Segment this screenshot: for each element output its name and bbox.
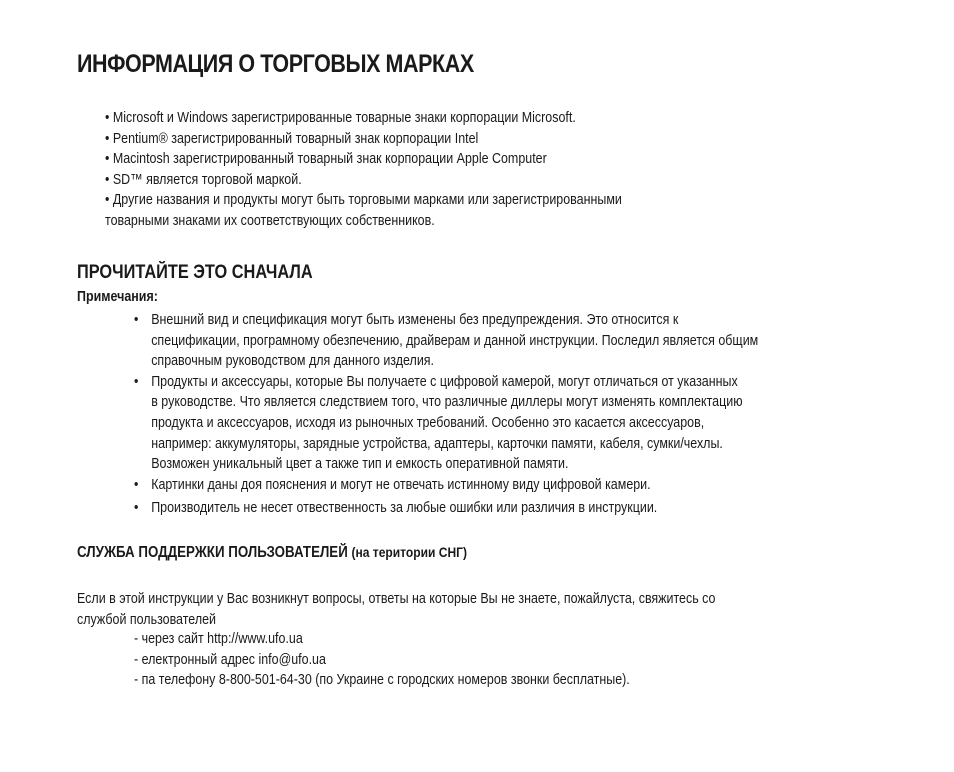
trademarks-title: ИНФОРМАЦИЯ О ТОРГОВЫХ МАРКАХ [77,50,474,78]
note-line: Продукты и аксессуары, которые Вы получаете с цифровой камерой, могут отличаться от указанных [151,373,738,390]
note-line: Возможен уникальный цвет а также тип и емкость оперативной памяти. [151,456,569,473]
bullet: • [134,312,139,328]
notes-list [134,310,758,519]
intro-line: Если в этой инструкции у Вас возникнут вопросы, ответы на которые Вы не знаете, пожайлуста, свяжитесь со [77,591,716,607]
note-line: в руководстве. Что является следствием того, что различные диллеры могут изменять комплектацию [151,394,743,411]
contact-phone: - па телефону 8-800-501-64-30 (по Украине с городских номеров звонки бесплатные). [134,672,630,688]
note-line: продукта и аксессуаров, исходя из рыночных требований. Особенно это касается аксессуаров, [151,414,705,431]
list-item: • Pentium® зарегистрированный товарный знак корпорации Intel [105,130,479,147]
bullet: • [134,500,139,517]
intro-line: службой пользователей [77,611,216,628]
note-item [134,498,758,519]
note-line: спецификации, програмному обезпечению, драйверам и данной инструкции. Последил является общим [151,332,759,349]
support-heading-text: СЛУЖБА ПОДДЕРЖКИ ПОЛЬЗОВАТЕЛЕЙ [77,544,348,561]
bullet: • [134,476,139,493]
note-line: Внешний вид и спецификация могут быть изменены без предупреждения. Это относится к [151,312,679,328]
trademarks-list [105,108,622,231]
note-line: например: аккумуляторы, зарядные устройства, адаптеры, карточки памяти, кабеля, сумки/чехлы. [151,435,723,452]
list-item: • Microsoft и Windows зарегистрированные товарные знаки корпорации Microsoft. [105,110,576,126]
bullet: • [134,373,139,390]
note-item [134,475,758,496]
note-line: Производитель не несет отвественность за любые ошибки или различия в инструкции. [151,500,658,517]
note-line: Картинки даны доя пояснения и могут не отвечать истинному виду цифровой камери. [151,476,651,493]
list-item: товарными знаками их соответствующих собственников. [105,212,435,229]
note-item [134,372,758,475]
support-heading-region: (на територии СНГ) [351,544,467,560]
note-line: справочным руководством для данного изделия. [151,353,435,370]
support-intro [77,589,716,630]
read-first-heading: ПРОЧИТАЙТЕ ЭТО СНАЧАЛА [77,262,313,283]
list-item: • Другие названия и продукты могут быть торговыми марками или зарегистрированными [105,192,622,208]
contact-email: - електронный адрес info@ufo.ua [134,651,326,668]
contacts-list [134,629,630,691]
notes-label: Примечания: [77,289,158,305]
list-item: • SD™ является торговой маркой. [105,171,302,188]
list-item: • Macintosh зарегистрированный товарный знак корпорации Apple Computer [105,151,547,167]
support-heading [77,544,467,562]
contact-website: - через сайт http://www.ufo.ua [134,631,303,647]
note-item [134,310,758,372]
